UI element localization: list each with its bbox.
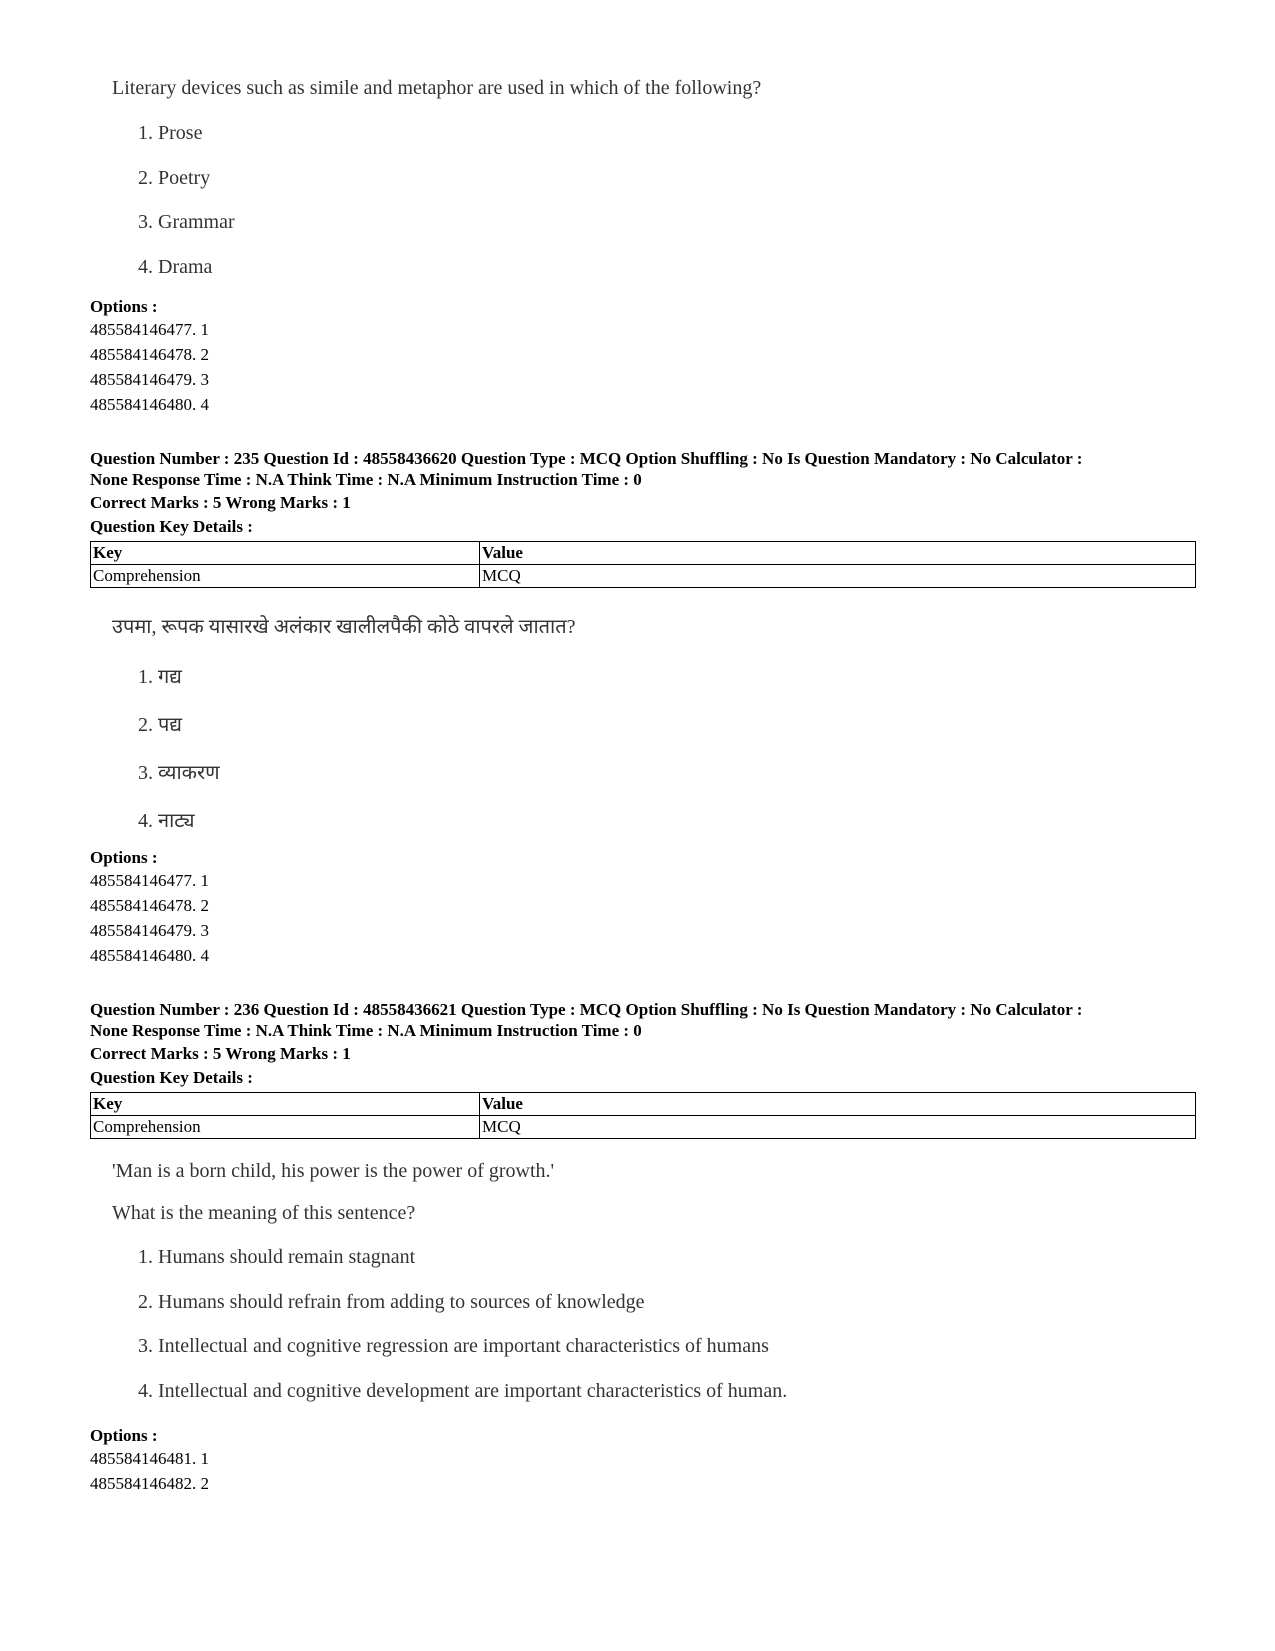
options-label: Options : [90,1426,158,1445]
table-header-key: Key [91,542,480,565]
option-id: 485584146478. 2 [90,345,209,364]
table-header-value: Value [480,542,1196,565]
choice-item: 3. Intellectual and cognitive regression are important characteristics of humans [138,1335,769,1357]
choice-item: 4. Intellectual and cognitive development are important characteristics of human. [138,1380,788,1402]
option-id: 485584146480. 4 [90,946,209,965]
choice-item: 1. Prose [138,122,203,144]
option-id: 485584146477. 1 [90,871,209,890]
option-id: 485584146482. 2 [90,1474,209,1493]
meta-line: Question Number : 236 Question Id : 48558436621 Question Type : MCQ Option Shuffling : No Is Question Mandatory : No Calculator : [90,1000,1083,1019]
table-cell-key: Comprehension [91,1116,480,1139]
option-id: 485584146477. 1 [90,320,209,339]
marks-line: Correct Marks : 5 Wrong Marks : 1 [90,493,351,512]
table-cell-key: Comprehension [91,565,480,588]
table-cell-value: MCQ [480,565,1196,588]
key-details-table [90,541,1196,588]
options-label: Options : [90,848,158,867]
meta-line: Question Number : 235 Question Id : 48558436620 Question Type : MCQ Option Shuffling : No Is Question Mandatory : No Calculator : [90,449,1083,468]
option-id: 485584146480. 4 [90,395,209,414]
meta-line: None Response Time : N.A Think Time : N.A Minimum Instruction Time : 0 [90,470,642,489]
choice-item: 2. Poetry [138,167,211,189]
table-header-value: Value [480,1093,1196,1116]
option-id: 485584146479. 3 [90,370,209,389]
table-header-key: Key [91,1093,480,1116]
choice-item: 1. Humans should remain stagnant [138,1246,416,1268]
table-row [91,565,1196,588]
option-id: 485584146479. 3 [90,921,209,940]
question-stem: उपमा, रूपक यासारखे अलंकार खालीलपैकी कोठे वापरले जातात? [112,616,576,638]
marks-line: Correct Marks : 5 Wrong Marks : 1 [90,1044,351,1063]
choice-item: 4. नाट्य [138,810,195,832]
question-stem: What is the meaning of this sentence? [112,1202,416,1224]
option-id: 485584146478. 2 [90,896,209,915]
meta-line: None Response Time : N.A Think Time : N.A Minimum Instruction Time : 0 [90,1021,642,1040]
choice-item: 3. व्याकरण [138,762,220,784]
options-label: Options : [90,297,158,316]
table-header-row [91,1093,1196,1116]
question-stem: Literary devices such as simile and metaphor are used in which of the following? [112,77,762,99]
table-cell-value: MCQ [480,1116,1196,1139]
choice-item: 1. गद्य [138,666,182,688]
key-details-label: Question Key Details : [90,517,253,536]
option-id: 485584146481. 1 [90,1449,209,1468]
table-row [91,1116,1196,1139]
question-meta [90,999,1195,1041]
choice-item: 4. Drama [138,256,213,278]
table-header-row [91,542,1196,565]
question-meta [90,448,1195,490]
key-details-table [90,1092,1196,1139]
question-quote: 'Man is a born child, his power is the power of growth.' [112,1160,555,1182]
choice-item: 2. पद्य [138,714,182,736]
choice-item: 2. Humans should refrain from adding to sources of knowledge [138,1291,645,1313]
choice-item: 3. Grammar [138,211,235,233]
key-details-label: Question Key Details : [90,1068,253,1087]
